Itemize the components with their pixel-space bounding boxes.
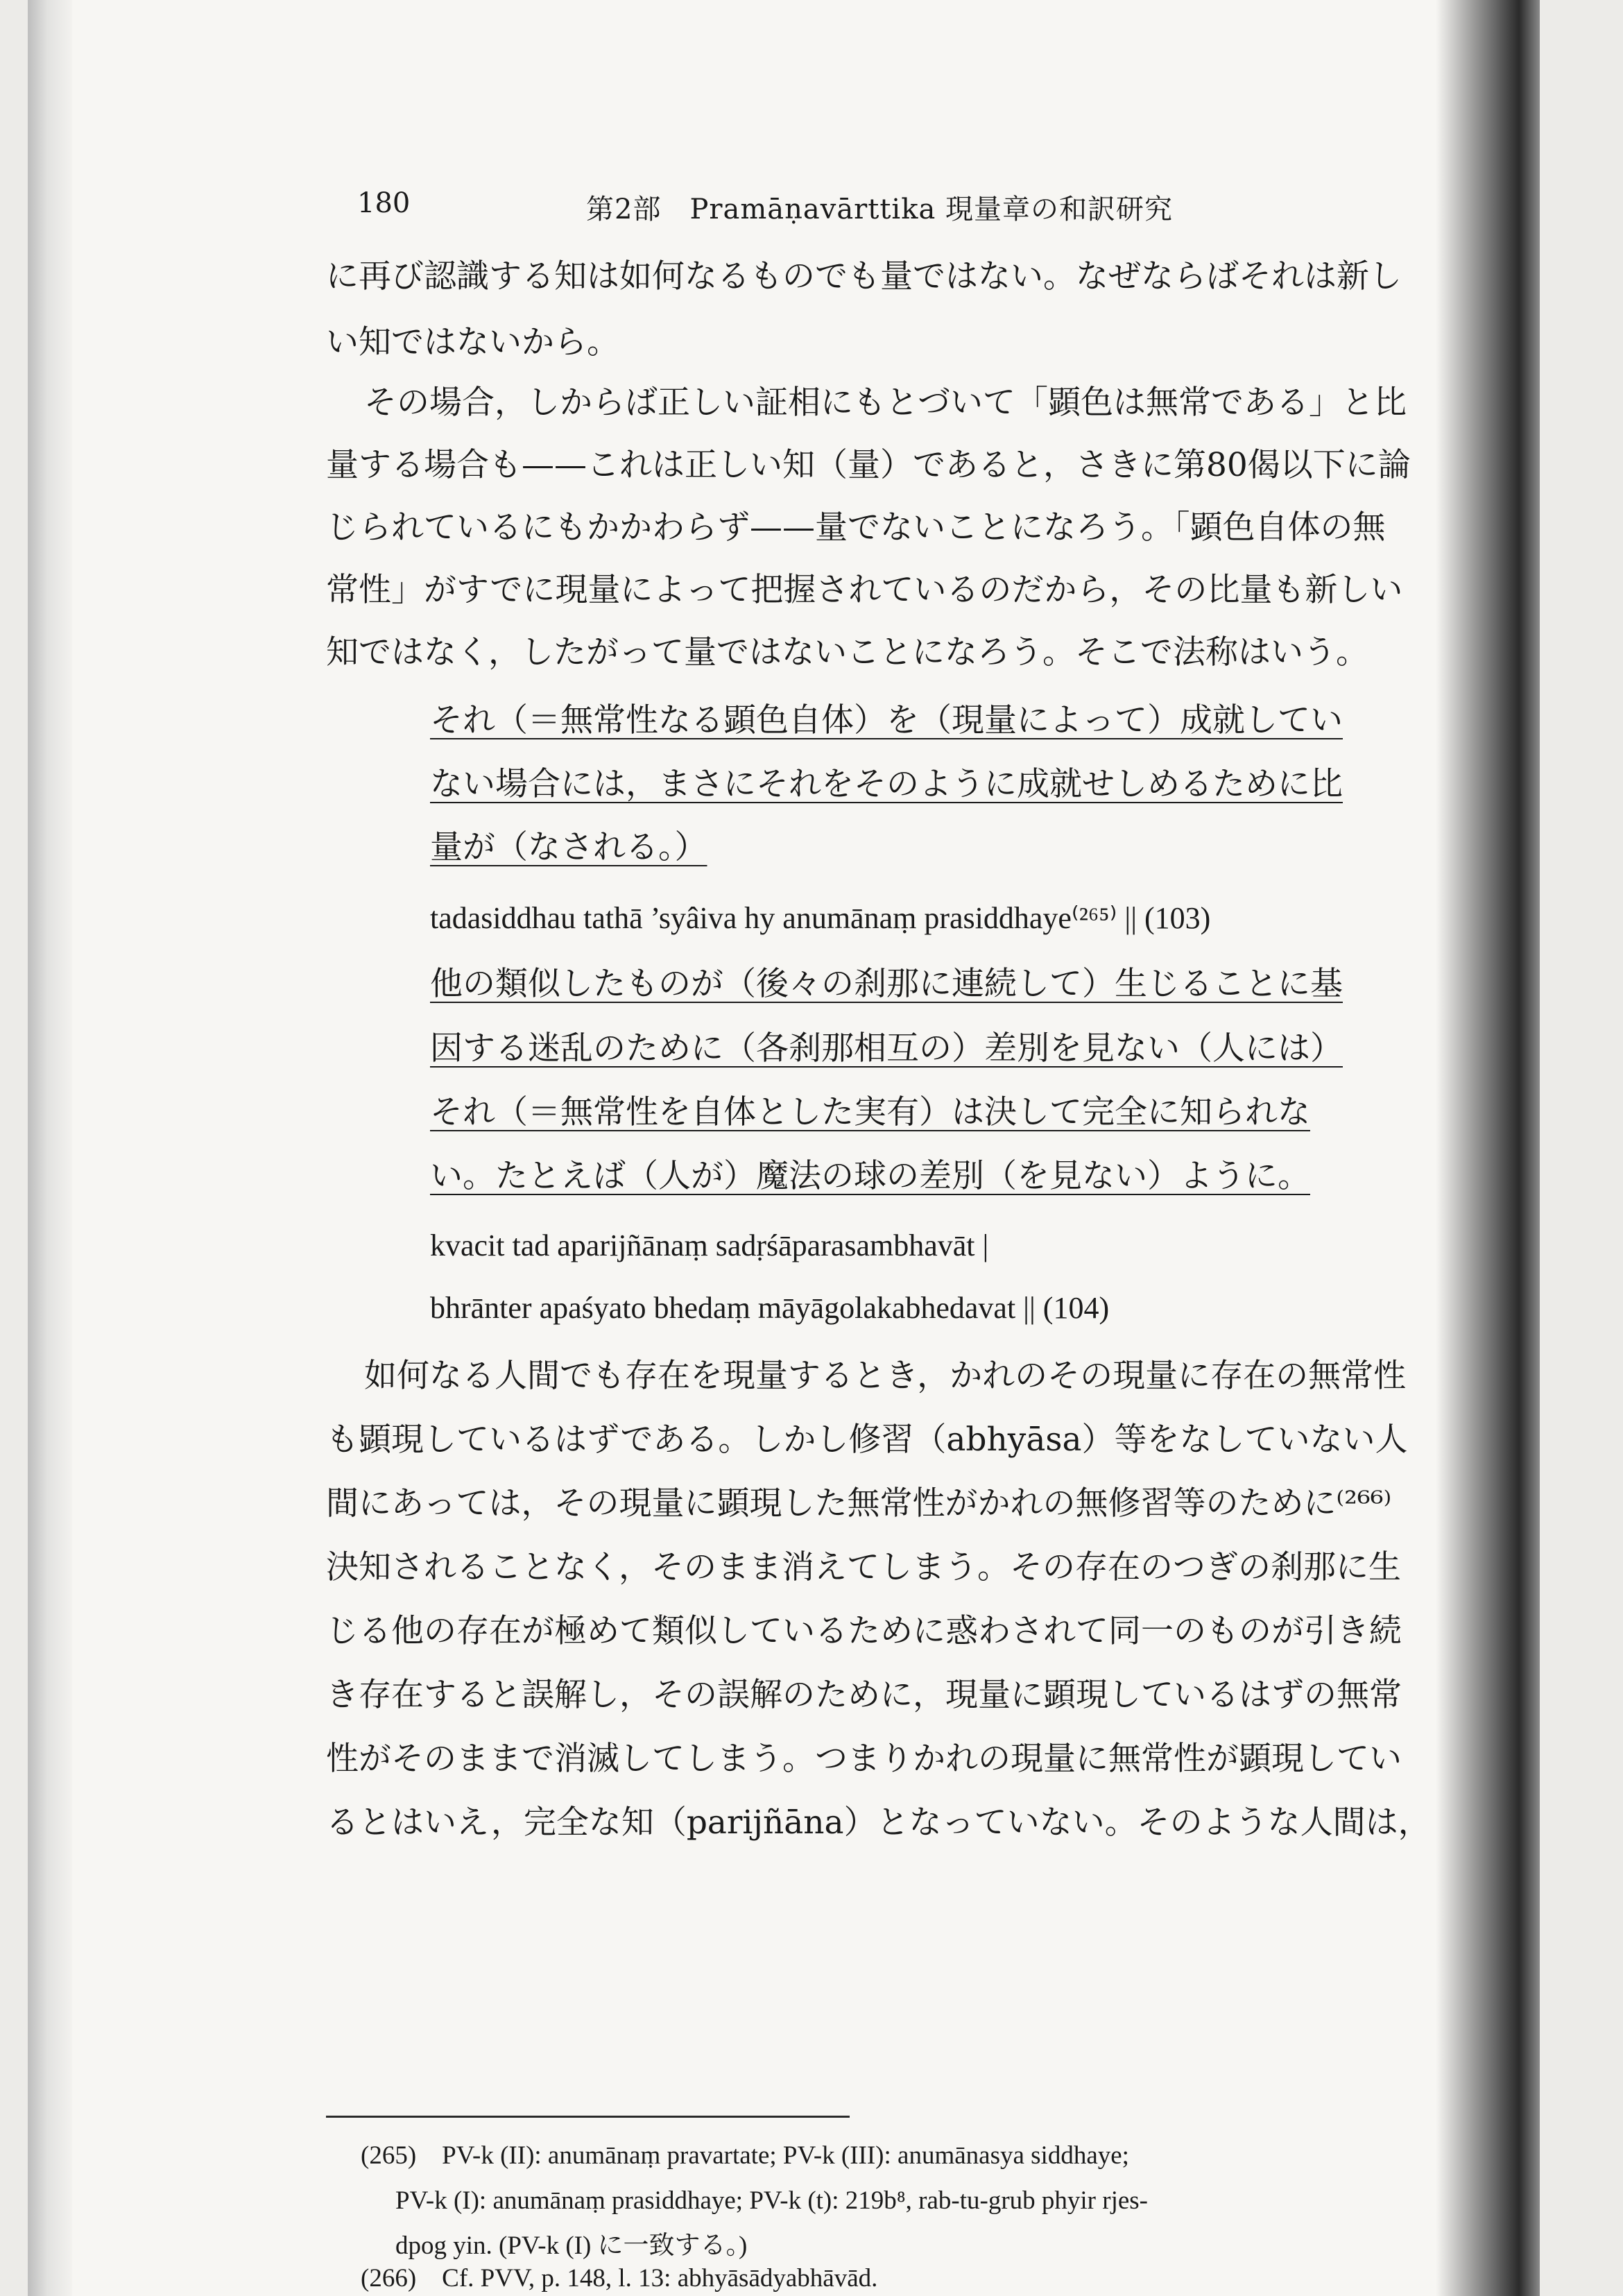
commentary-line: 間にあっては，その現量に顕現した無常性がかれの無修習等のために⁽²⁶⁶⁾ bbox=[326, 1484, 1392, 1523]
body-line: その場合，しからば正しい証相にもとづいて「顕色は無常である」と比 bbox=[364, 384, 1407, 422]
verse-translation-line: それ（＝無常性なる顕色自体）を（現量によって）成就してい bbox=[430, 701, 1343, 739]
footnote-265: (265) PV-k (II): anumānaṃ pravartate; PV-k (III): anumānasya siddhaye; bbox=[361, 2141, 1129, 2170]
page-number: 180 bbox=[357, 187, 411, 219]
verse-translation-line: 因する迷乱のために（各刹那相互の）差別を見ない（人には） bbox=[430, 1029, 1343, 1068]
verse-translation-line: 他の類似したものが（後々の刹那に連続して）生じることに基 bbox=[430, 965, 1343, 1003]
verse-translation-line: い。たとえば（人が）魔法の球の差別（を見ない）ように。 bbox=[430, 1157, 1310, 1195]
page-binding-shadow bbox=[28, 0, 72, 2296]
footnote-265-continued: dpog yin. (PV-k (I) に一致する。) bbox=[395, 2231, 748, 2260]
commentary-line: 性がそのままで消滅してしまう。つまりかれの現量に無常性が顕現してい bbox=[326, 1740, 1402, 1778]
footnote-265-continued: PV-k (I): anumānaṃ prasiddhaye; PV-k (t): 219b⁸, rab-tu-grub phyir rjes- bbox=[395, 2186, 1148, 2215]
body-line: に再び認識する知は如何なるものでも量ではない。なぜならばそれは新し bbox=[326, 257, 1402, 295]
body-line: 常性」がすでに現量によって把握されているのだから，その比量も新しい bbox=[326, 571, 1403, 609]
body-line: じられているにもかかわらず——量でないことになろう。「顕色自体の無 bbox=[326, 508, 1386, 547]
commentary-line: き存在すると誤解し，その誤解のために，現量に顕現しているはずの無常 bbox=[326, 1676, 1402, 1714]
commentary-line: 決知されることなく，そのまま消えてしまう。その存在のつぎの刹那に生 bbox=[326, 1548, 1402, 1586]
running-title: 第2部 Pramāṇavārttika 現量章の和訳研究 bbox=[586, 194, 1174, 225]
commentary-line: るとはいえ，完全な知（parijñāna）となっていない。そのような人間は， bbox=[326, 1804, 1431, 1842]
commentary-line: 如何なる人間でも存在を現量するとき，かれのその現量に存在の無常性 bbox=[364, 1357, 1407, 1395]
running-header bbox=[357, 187, 1481, 236]
footnote-266: (266) Cf. PVV, p. 148, l. 13: abhyāsādyabhāvād. bbox=[361, 2264, 878, 2293]
body-line: 知ではなく，したがって量ではないことになろう。そこで法称はいう。 bbox=[326, 633, 1369, 671]
verse-sanskrit-line: tadasiddhau tathā ’syâiva hy anumānaṃ prasiddhaye⁽²⁶⁵⁾ || (103) bbox=[430, 901, 1211, 935]
commentary-line: も顕現しているはずである。しかし修習（abhyāsa）等をなしていない人 bbox=[326, 1421, 1408, 1459]
body-line: 量する場合も——これは正しい知（量）であると，さきに第80偈以下に論 bbox=[326, 446, 1411, 484]
footnote-rule bbox=[326, 2116, 850, 2118]
verse-translation-line: ない場合には，まさにそれをそのように成就せしめるために比 bbox=[430, 765, 1343, 803]
verse-translation-line: 量が（なされる。） bbox=[430, 828, 707, 866]
commentary-line: じる他の存在が極めて類似しているために惑わされて同一のものが引き続 bbox=[326, 1612, 1402, 1650]
body-line: い知ではないから。 bbox=[326, 323, 619, 361]
verse-sanskrit-line: kvacit tad aparijñānaṃ sadṛśāparasambhavāt | bbox=[430, 1228, 989, 1262]
verse-translation-line: それ（＝無常性を自体とした実有）は決して完全に知られな bbox=[430, 1093, 1310, 1131]
verse-sanskrit-line: bhrānter apaśyato bhedaṃ māyāgolakabhedavat || (104) bbox=[430, 1291, 1110, 1325]
